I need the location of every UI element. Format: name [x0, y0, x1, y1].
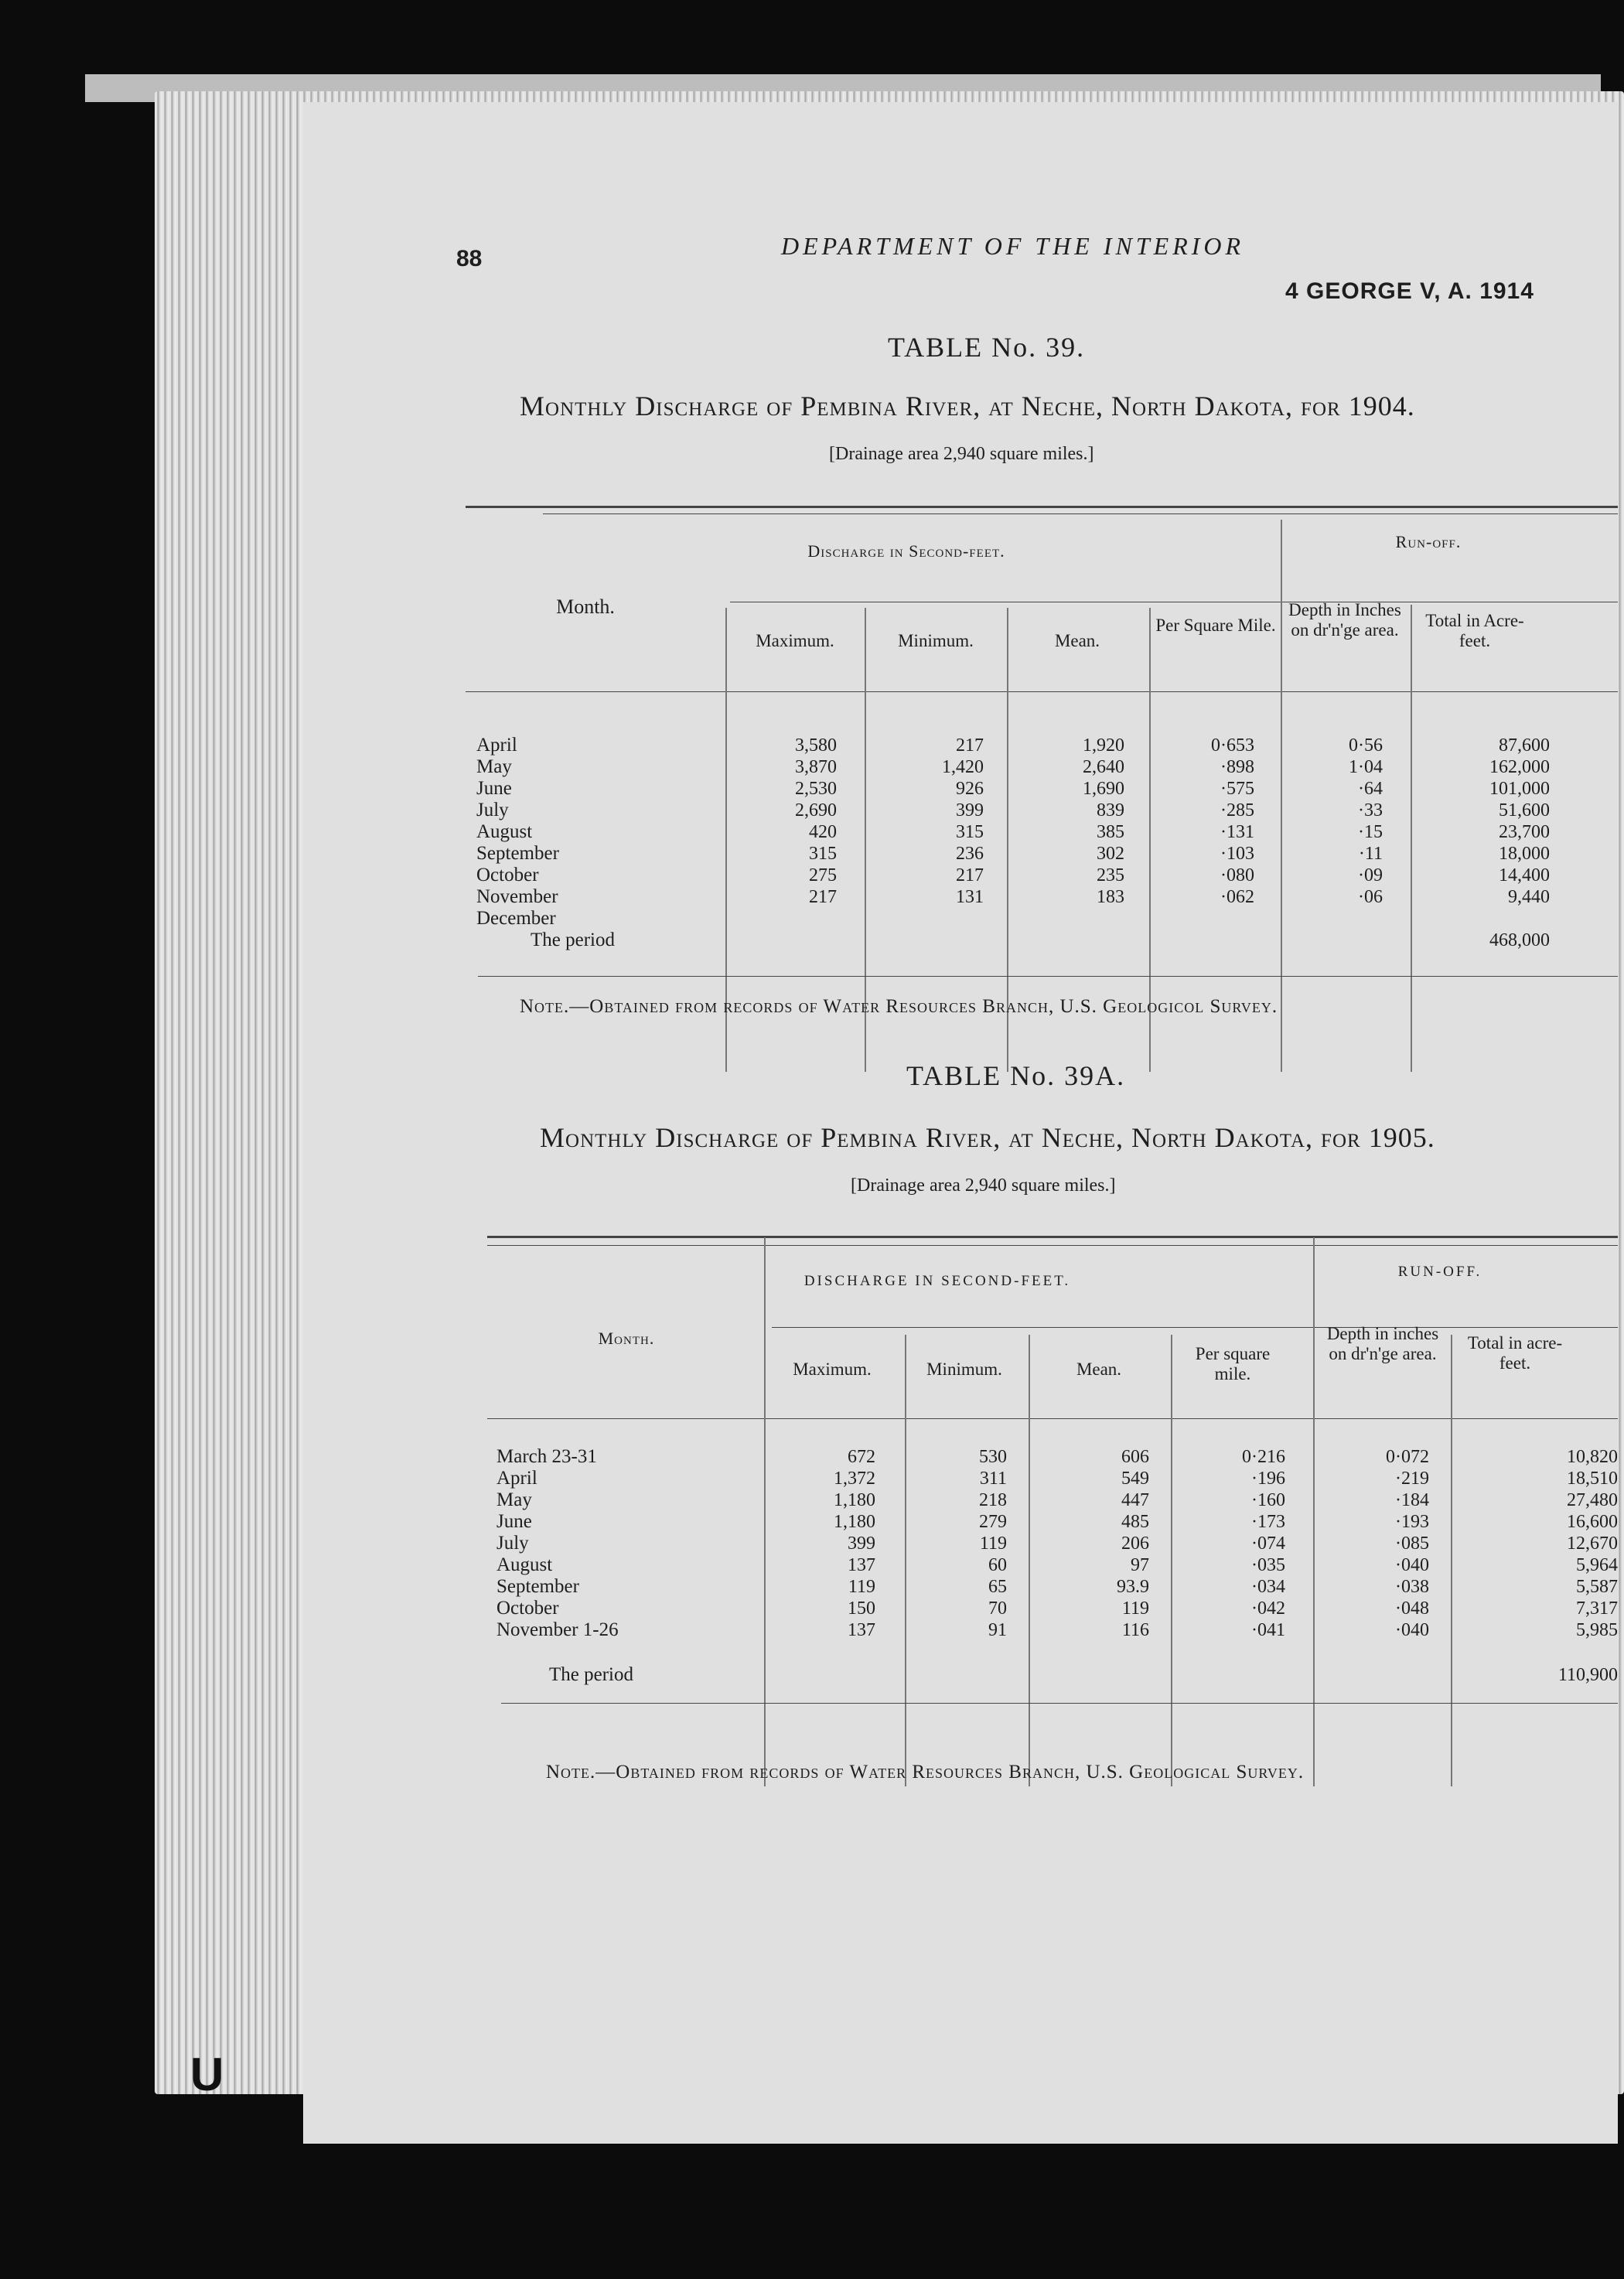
- table1-header-total: Total in Acre-feet.: [1425, 611, 1524, 650]
- month-cell: November: [476, 886, 558, 907]
- depth-cell: ·040: [1395, 1555, 1429, 1575]
- psm-cell: ·196: [1251, 1469, 1285, 1489]
- max-cell: 3,580: [795, 735, 837, 756]
- table2-header-month: Month.: [598, 1329, 655, 1348]
- psm-cell: 0·653: [1211, 735, 1254, 756]
- max-cell: 672: [848, 1447, 875, 1467]
- depth-cell: ·11: [1358, 844, 1383, 864]
- month-cell: October: [476, 865, 539, 885]
- min-cell: 530: [979, 1447, 1007, 1467]
- mean-cell: 606: [1121, 1447, 1149, 1467]
- max-cell: 150: [848, 1598, 875, 1619]
- min-cell: 60: [988, 1555, 1007, 1575]
- table1-header-minimum: Minimum.: [898, 631, 974, 650]
- mean-cell: 93.9: [1117, 1577, 1149, 1597]
- table2-header-minimum: Minimum.: [926, 1360, 1002, 1379]
- month-cell: May: [476, 756, 512, 777]
- max-cell: 315: [809, 844, 837, 864]
- max-cell: 119: [848, 1577, 875, 1597]
- total-cell: 23,700: [1499, 822, 1550, 842]
- depth-cell: ·048: [1395, 1598, 1429, 1619]
- month-cell: September: [476, 843, 559, 864]
- total-cell: 14,400: [1499, 865, 1550, 885]
- total-cell: 110,900: [1557, 1665, 1618, 1685]
- min-cell: 279: [979, 1512, 1007, 1532]
- table2-header-maximum: Maximum.: [793, 1360, 872, 1379]
- depth-cell: ·15: [1358, 822, 1383, 842]
- margin-mark: U: [190, 2049, 224, 2100]
- table2-header-total: Total in acre-feet.: [1467, 1333, 1563, 1373]
- max-cell: 1,180: [834, 1512, 875, 1532]
- psm-cell: ·034: [1251, 1577, 1285, 1597]
- mean-cell: 1,920: [1083, 735, 1124, 756]
- mean-cell: 447: [1121, 1490, 1149, 1510]
- max-cell: 399: [848, 1534, 875, 1554]
- depth-cell: ·184: [1395, 1490, 1429, 1510]
- depth-cell: ·64: [1358, 779, 1383, 799]
- depth-cell: ·06: [1358, 887, 1383, 907]
- table1-header-maximum: Maximum.: [756, 631, 834, 650]
- running-head: DEPARTMENT OF THE INTERIOR: [781, 232, 1245, 260]
- psm-cell: ·173: [1251, 1512, 1285, 1532]
- psm-cell: ·131: [1220, 822, 1254, 842]
- month-cell: December: [476, 908, 556, 929]
- mean-cell: 119: [1121, 1598, 1149, 1619]
- depth-cell: 1·04: [1349, 757, 1383, 777]
- table2-subtitle: Monthly Discharge of Pembina River, at Neche, North Dakota, for 1905.: [540, 1122, 1435, 1153]
- table1-title: TABLE No. 39.: [888, 332, 1086, 363]
- depth-cell: ·219: [1395, 1469, 1429, 1489]
- depth-cell: 0·56: [1349, 735, 1383, 756]
- min-cell: 119: [979, 1534, 1007, 1554]
- month-cell: May: [496, 1489, 532, 1510]
- total-cell: 18,510: [1567, 1469, 1618, 1489]
- psm-cell: ·285: [1220, 800, 1254, 821]
- min-cell: 131: [956, 887, 984, 907]
- psm-cell: 0·216: [1242, 1447, 1285, 1467]
- mean-cell: 206: [1121, 1534, 1149, 1554]
- table1-note: Note.—Obtained from records of Water Resources Branch, U.S. Geologicol Survey.: [520, 996, 1278, 1017]
- max-cell: 2,690: [795, 800, 837, 821]
- min-cell: 926: [956, 779, 984, 799]
- table2-header-runoff: RUN-OFF.: [1397, 1264, 1482, 1280]
- min-cell: 236: [956, 844, 984, 864]
- month-cell: August: [496, 1554, 553, 1575]
- psm-cell: ·041: [1251, 1620, 1285, 1640]
- mean-cell: 183: [1097, 887, 1124, 907]
- min-cell: 70: [988, 1598, 1007, 1619]
- max-cell: 3,870: [795, 757, 837, 777]
- table1-header-runoff: Run-off.: [1395, 532, 1462, 551]
- total-cell: 87,600: [1499, 735, 1550, 756]
- table1-drainage: [Drainage area 2,940 square miles.]: [829, 444, 1094, 464]
- mean-cell: 839: [1097, 800, 1124, 821]
- max-cell: 137: [848, 1555, 875, 1575]
- table1-header-month: Month.: [556, 595, 615, 618]
- total-cell: 7,317: [1576, 1598, 1618, 1619]
- session-label: 4 GEORGE V, A. 1914: [1285, 278, 1534, 304]
- mean-cell: 116: [1121, 1620, 1149, 1640]
- max-cell: 1,372: [834, 1469, 875, 1489]
- table2-header-mean: Mean.: [1076, 1360, 1122, 1379]
- mean-cell: 485: [1121, 1512, 1149, 1532]
- month-cell: August: [476, 821, 533, 842]
- depth-cell: 0·072: [1386, 1447, 1429, 1467]
- mean-cell: 302: [1097, 844, 1124, 864]
- month-cell: June: [476, 778, 512, 799]
- month-cell: The period: [531, 930, 615, 950]
- max-cell: 2,530: [795, 779, 837, 799]
- psm-cell: ·160: [1251, 1490, 1285, 1510]
- book-page: [303, 102, 1618, 2144]
- month-cell: September: [496, 1576, 579, 1597]
- month-cell: October: [496, 1598, 559, 1619]
- psm-cell: ·898: [1220, 757, 1254, 777]
- table1-header-psm: Per Square Mile.: [1155, 616, 1276, 635]
- table1-header-depth: Depth in Inches on dr'n'ge area.: [1288, 600, 1401, 640]
- min-cell: 218: [979, 1490, 1007, 1510]
- total-cell: 9,440: [1508, 887, 1550, 907]
- page-number: 88: [456, 246, 483, 271]
- depth-cell: ·040: [1395, 1620, 1429, 1640]
- max-cell: 420: [809, 822, 837, 842]
- depth-cell: ·038: [1395, 1577, 1429, 1597]
- total-cell: 5,587: [1576, 1577, 1618, 1597]
- table2-title: TABLE No. 39A.: [906, 1060, 1126, 1091]
- max-cell: 137: [848, 1620, 875, 1640]
- psm-cell: ·103: [1220, 844, 1254, 864]
- min-cell: 65: [988, 1577, 1007, 1597]
- total-cell: 27,480: [1567, 1490, 1618, 1510]
- total-cell: 16,600: [1567, 1512, 1618, 1532]
- min-cell: 399: [956, 800, 984, 821]
- mean-cell: 2,640: [1083, 757, 1124, 777]
- total-cell: 468,000: [1489, 930, 1550, 950]
- mean-cell: 1,690: [1083, 779, 1124, 799]
- min-cell: 315: [956, 822, 984, 842]
- mean-cell: 385: [1097, 822, 1124, 842]
- month-cell: The period: [549, 1664, 633, 1685]
- month-cell: April: [496, 1468, 537, 1489]
- psm-cell: ·575: [1220, 779, 1254, 799]
- table2-note: Note.—Obtained from records of Water Resources Branch, U.S. Geological Survey.: [546, 1762, 1305, 1783]
- table1-header-mean: Mean.: [1054, 631, 1100, 650]
- month-cell: April: [476, 735, 517, 756]
- month-cell: July: [476, 800, 509, 821]
- table2-header-psm: Per square mile.: [1195, 1344, 1271, 1383]
- total-cell: 12,670: [1567, 1534, 1618, 1554]
- mean-cell: 97: [1131, 1555, 1149, 1575]
- table2-drainage: [Drainage area 2,940 square miles.]: [851, 1175, 1116, 1196]
- table1-header-discharge: Discharge in Second-feet.: [807, 541, 1005, 561]
- mean-cell: 235: [1097, 865, 1124, 885]
- mean-cell: 549: [1121, 1469, 1149, 1489]
- total-cell: 10,820: [1567, 1447, 1618, 1467]
- month-cell: March 23-31: [496, 1446, 597, 1467]
- table1-subtitle: Monthly Discharge of Pembina River, at Neche, North Dakota, for 1904.: [520, 391, 1415, 421]
- max-cell: 1,180: [834, 1490, 875, 1510]
- psm-cell: ·080: [1220, 865, 1254, 885]
- table2-header-depth: Depth in inches on dr'n'ge area.: [1326, 1324, 1439, 1363]
- depth-cell: ·193: [1395, 1512, 1429, 1532]
- total-cell: 18,000: [1499, 844, 1550, 864]
- psm-cell: ·074: [1251, 1534, 1285, 1554]
- min-cell: 217: [956, 865, 984, 885]
- table2-header-discharge: DISCHARGE IN SECOND-FEET.: [803, 1273, 1071, 1289]
- min-cell: 1,420: [942, 757, 984, 777]
- total-cell: 51,600: [1499, 800, 1550, 821]
- depth-cell: ·33: [1358, 800, 1383, 821]
- total-cell: 162,000: [1489, 757, 1550, 777]
- month-cell: July: [496, 1533, 529, 1554]
- total-cell: 5,964: [1576, 1555, 1618, 1575]
- psm-cell: ·062: [1220, 887, 1254, 907]
- psm-cell: ·042: [1251, 1598, 1285, 1619]
- depth-cell: ·09: [1358, 865, 1383, 885]
- total-cell: 5,985: [1576, 1620, 1618, 1640]
- min-cell: 311: [979, 1469, 1007, 1489]
- depth-cell: ·085: [1395, 1534, 1429, 1554]
- psm-cell: ·035: [1251, 1555, 1285, 1575]
- max-cell: 275: [809, 865, 837, 885]
- max-cell: 217: [809, 887, 837, 907]
- month-cell: November 1-26: [496, 1619, 619, 1640]
- min-cell: 217: [956, 735, 984, 756]
- total-cell: 101,000: [1489, 779, 1550, 799]
- min-cell: 91: [988, 1620, 1007, 1640]
- month-cell: June: [496, 1511, 532, 1532]
